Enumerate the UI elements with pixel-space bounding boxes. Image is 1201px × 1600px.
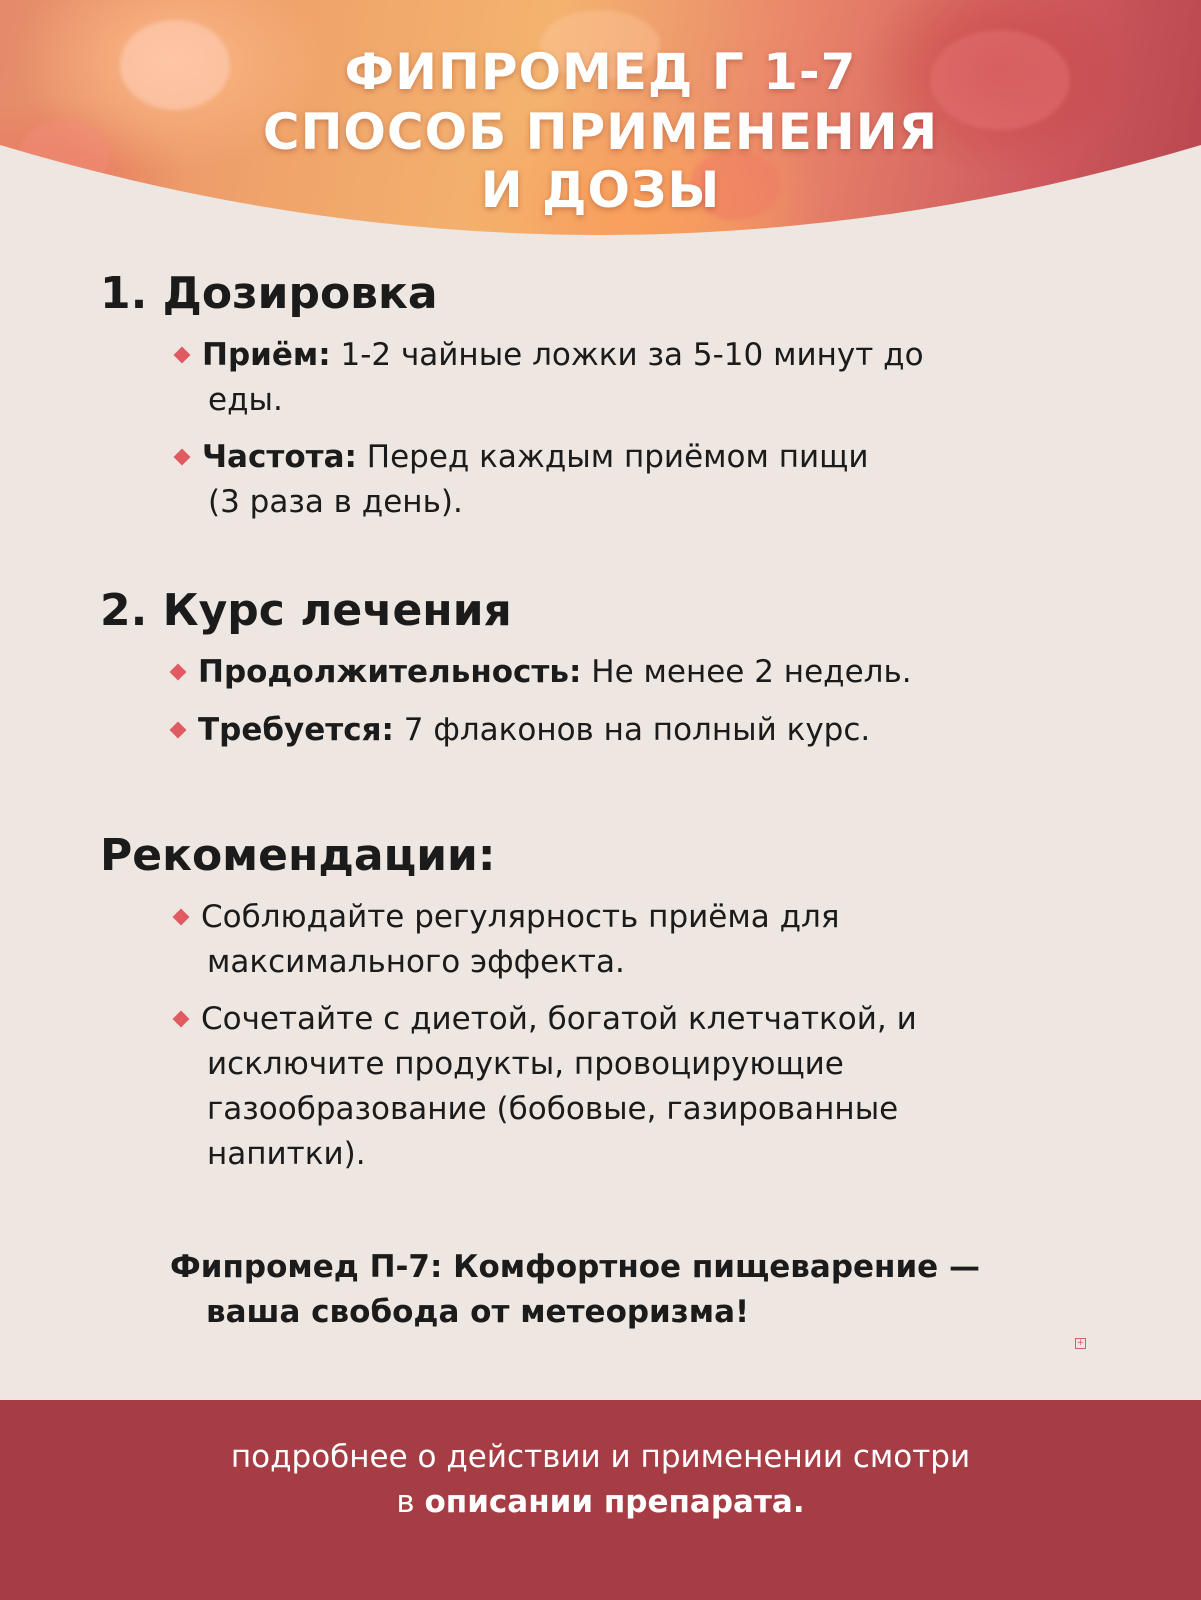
slogan-line-2: ваша свобода от метеоризма! [206, 1294, 750, 1330]
diamond-bullet-icon [173, 1011, 190, 1028]
item-text: Перед каждым приёмом пищи [356, 439, 869, 475]
footer-prefix: в [396, 1484, 425, 1520]
item-label: Продолжительность: [198, 654, 582, 690]
item-label: Частота: [202, 439, 357, 475]
item-text-cont: еды. [208, 382, 283, 418]
diamond-bullet-icon [174, 347, 191, 364]
diamond-bullet-icon [173, 909, 190, 926]
item-text-cont: исключите продукты, провоцирующие [207, 1046, 844, 1082]
item-text: Не менее 2 недель. [581, 654, 912, 690]
item-label: Приём: [202, 337, 331, 373]
item-text-cont: напитки). [207, 1136, 366, 1172]
slogan-line-1: Фипромед П-7: Комфортное пищеварение — [170, 1249, 980, 1285]
item-text-cont: газообразование (бобовые, газированные [207, 1091, 899, 1127]
footer-line-1: подробнее о действии и применении смотри [230, 1439, 971, 1475]
item-text: Соблюдайте регулярность приёма для [201, 899, 840, 935]
diamond-bullet-icon [170, 722, 187, 739]
item-text: 7 флаконов на полный курс. [393, 712, 871, 748]
page-subtitle: СПОСОБ ПРИМЕНЕНИЯ [262, 103, 939, 161]
item-text: 1-2 чайные ложки за 5-10 минут до [330, 337, 924, 373]
section-heading-recommendations: Рекомендации: [100, 830, 496, 881]
item-text-cont: (3 раза в день). [208, 484, 463, 520]
footer-link-text: описании препарата. [424, 1484, 805, 1520]
item-text: Сочетайте с диетой, богатой клетчаткой, и [201, 1001, 917, 1037]
diamond-bullet-icon [174, 449, 191, 466]
plus-icon: + [1076, 1338, 1085, 1348]
header-banner [0, 0, 1201, 245]
section-heading-course: 2. Курс лечения [100, 585, 512, 636]
item-label: Требуется: [198, 712, 394, 748]
item-text-cont: максимального эффекта. [207, 944, 625, 980]
section-heading-dosage: 1. Дозировка [100, 268, 438, 319]
page-title: ФИПРОМЕД Г 1-7 [344, 43, 857, 101]
footer-banner [0, 1400, 1201, 1600]
footer-line-2 [0, 1480, 1201, 1525]
diamond-bullet-icon [170, 664, 187, 681]
page-subtitle-2: И ДОЗЫ [480, 161, 721, 219]
